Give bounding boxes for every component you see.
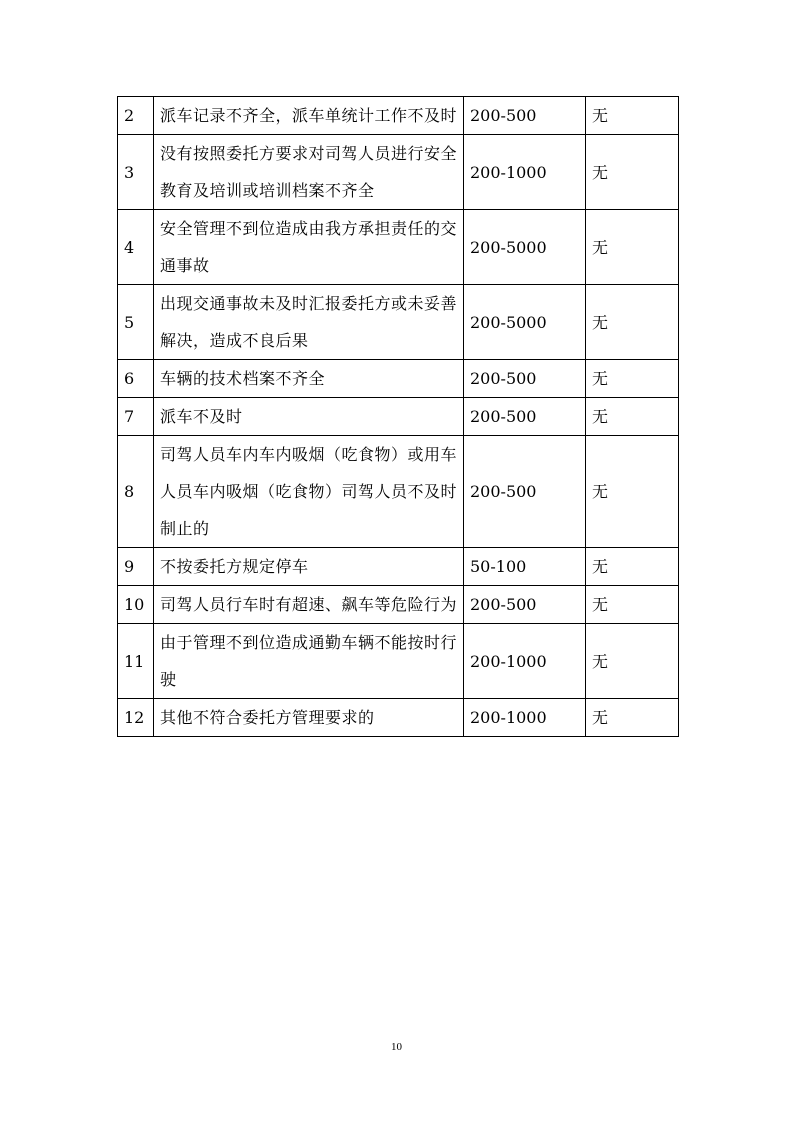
- violation-item-cell: 出现交通事故未及时汇报委托方或未妥善解决，造成不良后果: [154, 285, 464, 360]
- penalty-amount-cell: 200-500: [464, 97, 586, 135]
- penalty-amount-cell: 200-5000: [464, 210, 586, 285]
- penalty-amount-cell: 200-1000: [464, 135, 586, 210]
- violation-item-cell: 车辆的技术档案不齐全: [154, 360, 464, 398]
- penalty-amount-cell: 200-500: [464, 436, 586, 548]
- table-row: [118, 548, 679, 586]
- row-number-cell: 2: [118, 97, 154, 135]
- row-number-cell: 10: [118, 586, 154, 624]
- row-number-cell: 11: [118, 624, 154, 699]
- penalty-amount-cell: 200-500: [464, 360, 586, 398]
- penalty-amount-cell: 200-500: [464, 398, 586, 436]
- violation-item-cell: 安全管理不到位造成由我方承担责任的交通事故: [154, 210, 464, 285]
- note-cell: 无: [586, 285, 679, 360]
- violation-item-cell: 派车不及时: [154, 398, 464, 436]
- row-number-cell: 9: [118, 548, 154, 586]
- table-row: [118, 586, 679, 624]
- table-row: [118, 436, 679, 548]
- note-cell: 无: [586, 135, 679, 210]
- note-cell: 无: [586, 210, 679, 285]
- violation-item-cell: 司驾人员车内车内吸烟（吃食物）或用车人员车内吸烟（吃食物）司驾人员不及时制止的: [154, 436, 464, 548]
- penalty-table: [117, 96, 679, 737]
- note-cell: 无: [586, 586, 679, 624]
- note-cell: 无: [586, 548, 679, 586]
- note-cell: 无: [586, 436, 679, 548]
- page-number: 10: [391, 1041, 402, 1053]
- table-row: [118, 210, 679, 285]
- penalty-amount-cell: 200-1000: [464, 699, 586, 737]
- violation-item-cell: 没有按照委托方要求对司驾人员进行安全教育及培训或培训档案不齐全: [154, 135, 464, 210]
- note-cell: 无: [586, 360, 679, 398]
- table-row: [118, 699, 679, 737]
- row-number-cell: 6: [118, 360, 154, 398]
- note-cell: 无: [586, 97, 679, 135]
- table-row: [118, 624, 679, 699]
- table-row: [118, 135, 679, 210]
- note-cell: 无: [586, 398, 679, 436]
- violation-item-cell: 派车记录不齐全，派车单统计工作不及时: [154, 97, 464, 135]
- penalty-amount-cell: 200-1000: [464, 624, 586, 699]
- row-number-cell: 12: [118, 699, 154, 737]
- note-cell: 无: [586, 624, 679, 699]
- row-number-cell: 3: [118, 135, 154, 210]
- table-row: [118, 285, 679, 360]
- violation-item-cell: 司驾人员行车时有超速、飙车等危险行为: [154, 586, 464, 624]
- table-row: [118, 398, 679, 436]
- table-row: [118, 360, 679, 398]
- table-row: [118, 97, 679, 135]
- violation-item-cell: 不按委托方规定停车: [154, 548, 464, 586]
- row-number-cell: 7: [118, 398, 154, 436]
- row-number-cell: 5: [118, 285, 154, 360]
- row-number-cell: 8: [118, 436, 154, 548]
- row-number-cell: 4: [118, 210, 154, 285]
- penalty-amount-cell: 200-5000: [464, 285, 586, 360]
- violation-item-cell: 由于管理不到位造成通勤车辆不能按时行驶: [154, 624, 464, 699]
- violation-item-cell: 其他不符合委托方管理要求的: [154, 699, 464, 737]
- penalty-amount-cell: 200-500: [464, 586, 586, 624]
- penalty-amount-cell: 50-100: [464, 548, 586, 586]
- note-cell: 无: [586, 699, 679, 737]
